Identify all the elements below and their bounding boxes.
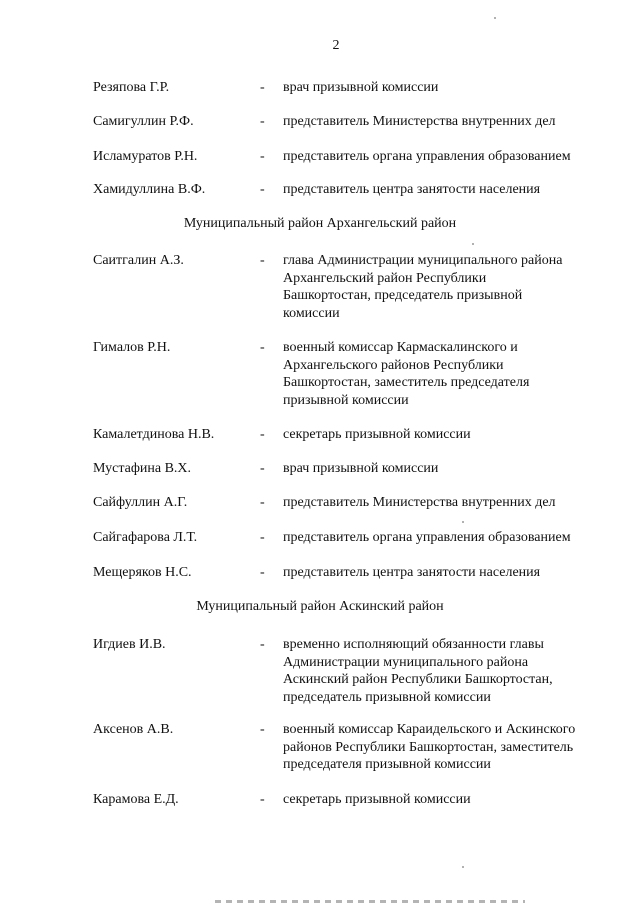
dash: - (260, 530, 265, 545)
member-name: Мустафина В.Х. (93, 461, 192, 476)
member-role: секретарь призывной комиссии (283, 427, 471, 442)
dash: - (260, 565, 265, 580)
member-name: Сайфуллин А.Г. (93, 495, 188, 510)
member-name: Хамидуллина В.Ф. (93, 182, 206, 197)
member-role: секретарь призывной комиссии (283, 792, 471, 807)
member-name: Исламуратов Р.Н. (93, 149, 198, 164)
scan-speck (494, 17, 496, 19)
member-name: Сайгафарова Л.Т. (93, 530, 198, 545)
member-role: представитель центра занятости населения (283, 565, 541, 580)
member-name: Резяпова Г.Р. (93, 80, 170, 95)
dash: - (260, 114, 265, 129)
page-number: 2 (332, 38, 340, 53)
section-heading-askino: Муниципальный район Аскинский район (196, 599, 444, 614)
member-name: Аксенов А.В. (93, 722, 174, 737)
member-role: представитель центра занятости населения (283, 182, 541, 197)
dash: - (260, 427, 265, 442)
scan-speck (472, 243, 474, 245)
member-role: глава Администрации муниципального района Архангельский район Республики Башкортостан, председатель призывной комиссии (283, 253, 563, 321)
member-name: Гималов Р.Н. (93, 340, 171, 355)
member-role: врач призывной комиссии (283, 80, 439, 95)
dash: - (260, 792, 265, 807)
member-role: представитель Министерства внутренних дел (283, 495, 556, 510)
dash: - (260, 149, 265, 164)
member-name: Камалетдинова Н.В. (93, 427, 215, 442)
member-role: военный комиссар Кармаскалинского и Архангельского районов Республики Башкортостан, заместитель председателя призывной комиссии (283, 340, 530, 408)
section-heading-arkhangelsk: Муниципальный район Архангельский район (183, 216, 457, 231)
member-role: представитель органа управления образованием (283, 149, 571, 164)
scan-speck (462, 866, 464, 868)
dash: - (260, 253, 265, 268)
dash: - (260, 495, 265, 510)
member-role: военный комиссар Караидельского и Аскинского районов Республики Башкортостан, заместитель председателя призывной комиссии (283, 722, 576, 772)
member-name: Самигуллин Р.Ф. (93, 114, 194, 129)
dash: - (260, 722, 265, 737)
member-role: врач призывной комиссии (283, 461, 439, 476)
dash: - (260, 461, 265, 476)
dash: - (260, 182, 265, 197)
dash: - (260, 80, 265, 95)
dash: - (260, 340, 265, 355)
member-role: временно исполняющий обязанности главы Администрации муниципального района Аскинский район Республики Башкортостан, председатель призывной комиссии (283, 637, 553, 705)
member-name: Мещеряков Н.С. (93, 565, 192, 580)
member-role: представитель Министерства внутренних дел (283, 114, 556, 129)
member-name: Саитгалин А.З. (93, 253, 184, 268)
member-name: Карамова Е.Д. (93, 792, 179, 807)
member-role: представитель органа управления образованием (283, 530, 571, 545)
scan-edge-artifact (215, 900, 525, 903)
member-name: Игдиев И.В. (93, 637, 166, 652)
dash: - (260, 637, 265, 652)
scan-speck (462, 521, 464, 523)
